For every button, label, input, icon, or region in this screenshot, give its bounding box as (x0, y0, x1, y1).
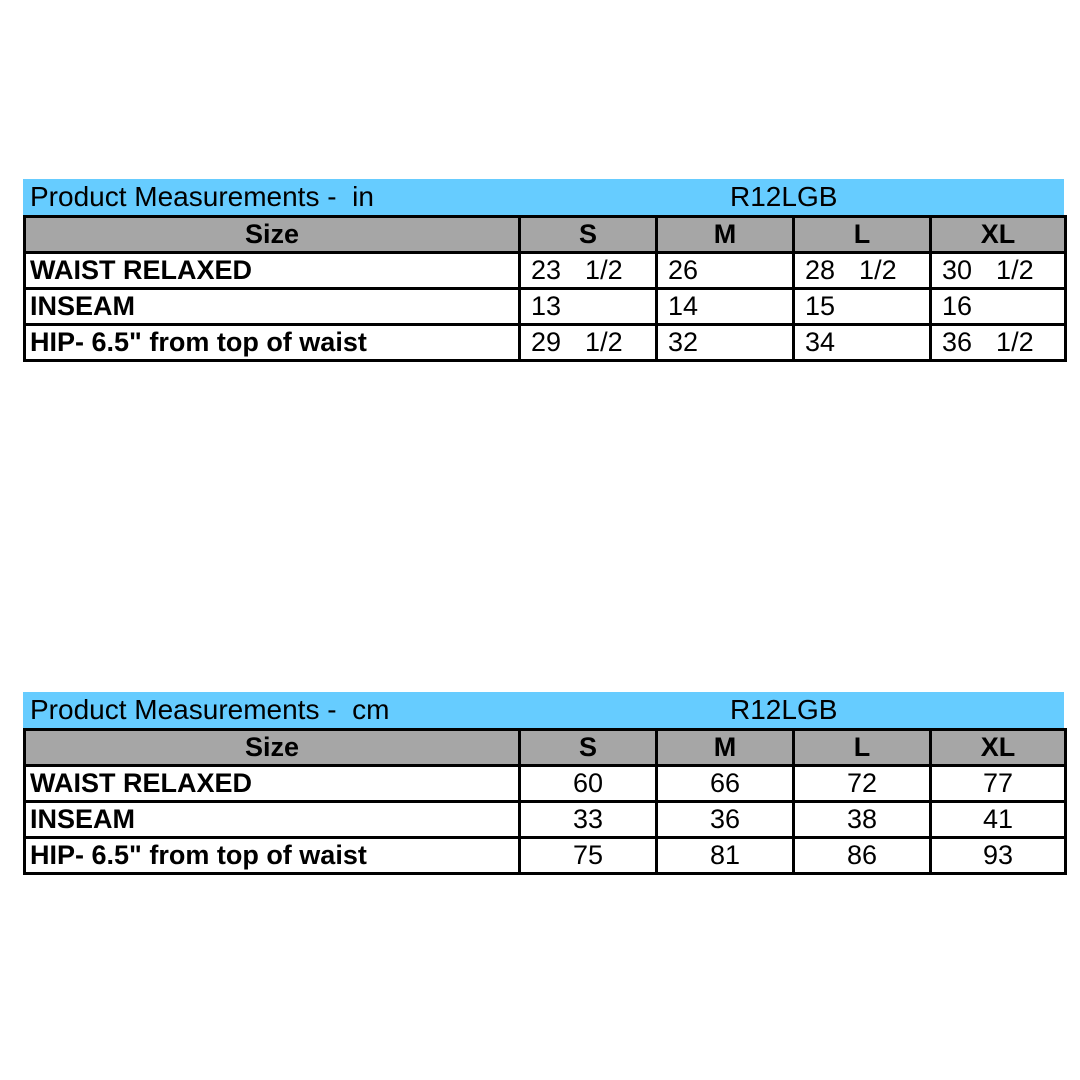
cell-m: 36 (657, 802, 794, 838)
header-row (25, 217, 1066, 253)
header-m: M (657, 730, 794, 766)
row-label: HIP- 6.5" from top of waist (25, 838, 520, 874)
cell-xl (931, 289, 1066, 325)
row-label: WAIST RELAXED (25, 766, 520, 802)
cell-m (657, 253, 794, 289)
cell-xl (931, 253, 1066, 289)
row-label: HIP- 6.5" from top of waist (25, 325, 520, 361)
chart-title: Product Measurements - cm (30, 694, 390, 725)
fraction-value: 1/2 (585, 255, 623, 285)
cell-m (657, 325, 794, 361)
whole-value: 13 (531, 291, 562, 321)
size-chart-inches (23, 179, 1064, 362)
cell-l (794, 253, 931, 289)
cell-l (794, 325, 931, 361)
header-xl: XL (931, 730, 1066, 766)
cell-s: 33 (520, 802, 657, 838)
cell-l: 86 (794, 838, 931, 874)
cell-l: 72 (794, 766, 931, 802)
header-m: M (657, 217, 794, 253)
row-label: INSEAM (25, 289, 520, 325)
whole-value: 34 (805, 327, 836, 357)
header-s: S (520, 217, 657, 253)
header-l: L (794, 217, 931, 253)
header-s: S (520, 730, 657, 766)
header-xl: XL (931, 217, 1066, 253)
row-label: INSEAM (25, 802, 520, 838)
measurements-table (23, 728, 1067, 875)
whole-value: 28 (805, 255, 836, 285)
whole-value: 16 (942, 291, 973, 321)
product-code: R12LGB (730, 181, 838, 212)
table-row (25, 289, 1066, 325)
header-size: Size (25, 217, 520, 253)
table-row (25, 802, 1066, 838)
whole-value: 23 (531, 255, 562, 285)
cell-s (520, 289, 657, 325)
whole-value: 29 (531, 327, 562, 357)
whole-value: 26 (668, 255, 699, 285)
cell-s (520, 253, 657, 289)
fraction-value: 1/2 (585, 327, 623, 357)
cell-xl: 41 (931, 802, 1066, 838)
title-bar (23, 179, 1064, 215)
table-row (25, 325, 1066, 361)
fraction-value: 1/2 (996, 255, 1034, 285)
fraction-value: 1/2 (859, 255, 897, 285)
table-row (25, 838, 1066, 874)
whole-value: 36 (942, 327, 973, 357)
cell-xl: 77 (931, 766, 1066, 802)
whole-value: 14 (668, 291, 699, 321)
cell-l: 38 (794, 802, 931, 838)
whole-value: 32 (668, 327, 699, 357)
size-chart-centimeters (23, 692, 1064, 875)
table-row (25, 253, 1066, 289)
table-row (25, 766, 1066, 802)
cell-s: 75 (520, 838, 657, 874)
chart-title: Product Measurements - in (30, 181, 374, 212)
product-code: R12LGB (730, 694, 838, 725)
header-size: Size (25, 730, 520, 766)
title-bar (23, 692, 1064, 728)
cell-s (520, 325, 657, 361)
whole-value: 30 (942, 255, 973, 285)
measurements-table (23, 215, 1067, 362)
header-l: L (794, 730, 931, 766)
cell-l (794, 289, 931, 325)
cell-m: 66 (657, 766, 794, 802)
cell-s: 60 (520, 766, 657, 802)
fraction-value: 1/2 (996, 327, 1034, 357)
cell-xl: 93 (931, 838, 1066, 874)
cell-m: 81 (657, 838, 794, 874)
row-label: WAIST RELAXED (25, 253, 520, 289)
cell-m (657, 289, 794, 325)
header-row (25, 730, 1066, 766)
cell-xl (931, 325, 1066, 361)
whole-value: 15 (805, 291, 836, 321)
